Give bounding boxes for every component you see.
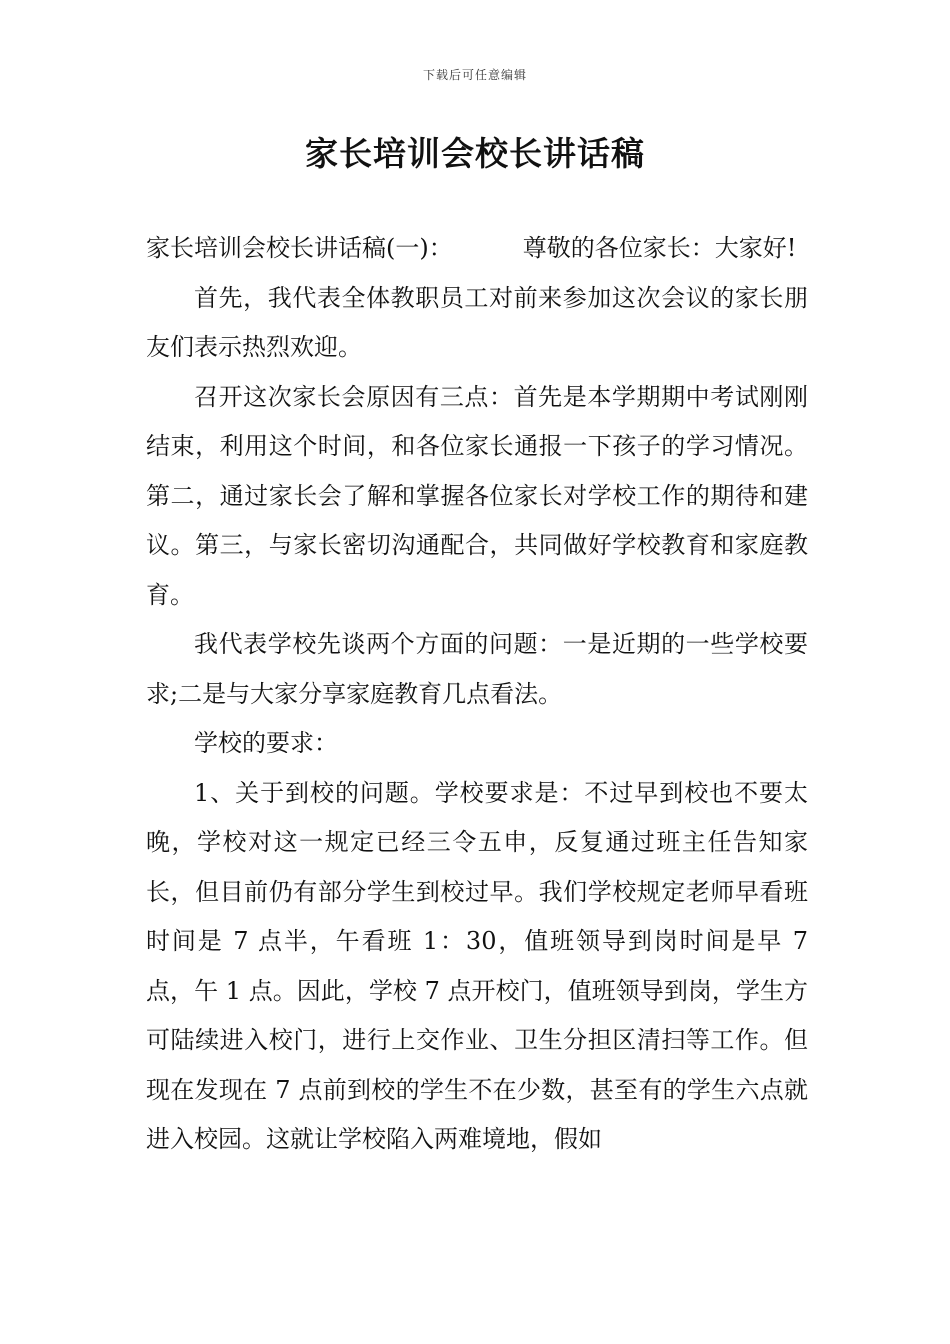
- paragraph-topics: 我代表学校先谈两个方面的问题：一是近期的一些学校要求;二是与大家分享家庭教育几点看法。: [146, 630, 808, 708]
- intro-lead: 家长培训会校长讲话稿(一)：: [146, 234, 453, 262]
- header-note: 下载后可任意编辑: [422, 68, 527, 82]
- intro-greeting: 尊敬的各位家长：大家好!: [522, 234, 797, 262]
- intro-paragraph: [146, 224, 808, 274]
- document-body: [146, 224, 808, 1165]
- paragraph-reasons: 召开这次家长会原因有三点：首先是本学期期中考试刚刚结束，利用这个时间，和各位家长通报一下孩子的学习情况。第二，通过家长会了解和掌握各位家长对学校工作的期待和建议。第三，与家长密切沟通配合，共同做好学校教育和家庭教育。: [146, 382, 808, 609]
- paragraph-arrival-time: 1、关于到校的问题。学校要求是：不过早到校也不要太晚，学校对这一规定已经三令五申，反复通过班主任告知家长，但目前仍有部分学生到校过早。我们学校规定老师早看班时间是 7 点半，午看班 1：30，值班领导到岗时间是早 7 点，午 1 点。因此，学校 7 点开校门，值班领导到岗，学生方可陆续进入校门，进行上交作业、卫生分担区清扫等工作。但现在发现在 7 点前到校的学生不在少数，甚至有的学生六点就进入校园。这就让学校陷入两难境地，假如: [146, 778, 808, 1153]
- paragraph-welcome: 首先，我代表全体教职员工对前来参加这次会议的家长朋友们表示热烈欢迎。: [146, 283, 808, 361]
- paragraph-school-requirements-heading: 学校的要求：: [194, 729, 338, 757]
- document-title: 家长培训会校长讲话稿: [305, 134, 645, 173]
